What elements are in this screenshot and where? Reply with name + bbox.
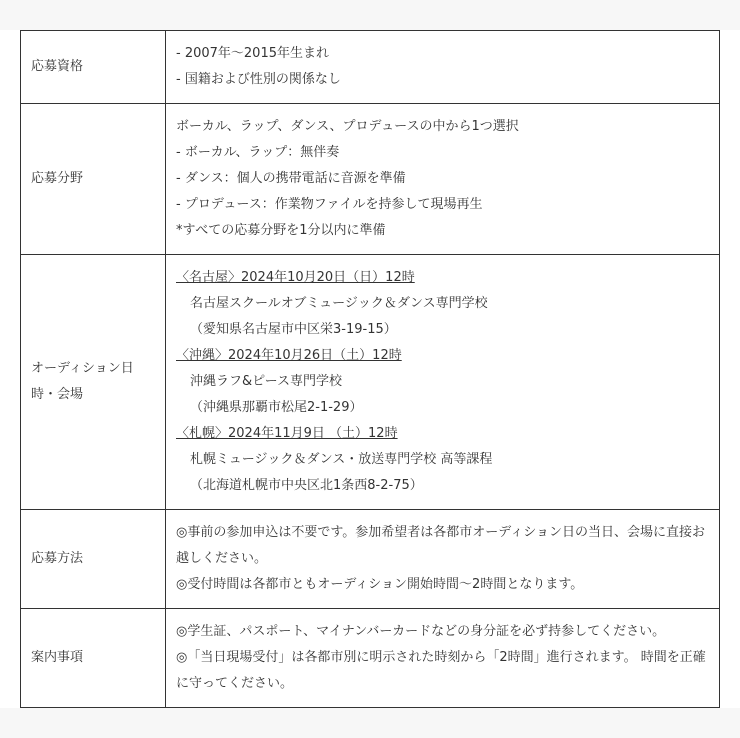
- venue-heading-okinawa: 〈沖縄〉2024年10月26日（土）12時: [176, 348, 402, 363]
- venue-name-sapporo: 札幌ミュージック＆ダンス・放送専門学校 高等課程: [190, 452, 493, 467]
- bottom-margin: [0, 708, 740, 738]
- content-line: ボーカル、ラップ、ダンス、プロデュースの中から1つ選択: [176, 119, 519, 134]
- table-row-notes: [21, 609, 720, 708]
- content-line: ◎「当日現場受付」は各都市別に明示された時刻から「2時間」進行されます。 時間を正確に守ってください。: [176, 650, 706, 691]
- table-row-schedule: [21, 255, 720, 510]
- venue-name-okinawa: 沖縄ラフ&ピース専門学校: [190, 374, 342, 389]
- venue-address-okinawa: （沖縄県那覇市松尾2-1-29）: [190, 400, 363, 415]
- content-line: - プロデュース：作業物ファイルを持参して現場再生: [176, 197, 483, 212]
- content-line: ◎受付時間は各都市ともオーディション開始時間〜2時間となります。: [176, 577, 584, 592]
- venue-address-nagoya: （愛知県名古屋市中区栄3-19-15）: [190, 322, 397, 337]
- content-line: - 2007年〜2015年生まれ: [176, 46, 329, 61]
- content-line: - 国籍および性別の関係なし: [176, 72, 341, 87]
- content-line: *すべての応募分野を1分以内に準備: [176, 223, 386, 238]
- top-margin: [0, 0, 740, 30]
- row-content-eligibility: [166, 31, 720, 104]
- venue-heading-nagoya: 〈名古屋〉2024年10月20日（日）12時: [176, 270, 415, 285]
- row-label-schedule: [21, 255, 166, 510]
- content-line: ◎学生証、パスポート、マイナンバーカードなどの身分証を必ず持参してください。: [176, 624, 666, 639]
- venue-name-nagoya: 名古屋スクールオブミュージック＆ダンス専門学校: [190, 296, 488, 311]
- table-row-eligibility: [21, 31, 720, 104]
- content-line: - ボーカル、ラップ：無伴奏: [176, 145, 340, 160]
- row-content-schedule: [166, 255, 720, 510]
- table-row-category: [21, 104, 720, 255]
- row-label-schedule-line1: オーディション日: [31, 361, 134, 376]
- row-label-schedule-line2: 時・会場: [31, 387, 84, 402]
- row-label-notes: 案内事項: [21, 609, 166, 708]
- row-content-method: [166, 510, 720, 609]
- row-label-category: 応募分野: [21, 104, 166, 255]
- row-content-category: [166, 104, 720, 255]
- content-line: - ダンス：個人の携帯電話に音源を準備: [176, 171, 406, 186]
- audition-info-table: [20, 30, 720, 708]
- row-label-eligibility: 応募資格: [21, 31, 166, 104]
- venue-address-sapporo: （北海道札幌市中央区北1条西8-2-75）: [190, 478, 423, 493]
- content-line: ◎事前の参加申込は不要です。参加希望者は各都市オーディション日の当日、会場に直接お越しください。: [176, 525, 706, 566]
- venue-heading-sapporo: 〈札幌〉2024年11月9日 （土）12時: [176, 426, 398, 441]
- row-label-method: 応募方法: [21, 510, 166, 609]
- table-row-method: [21, 510, 720, 609]
- row-content-notes: [166, 609, 720, 708]
